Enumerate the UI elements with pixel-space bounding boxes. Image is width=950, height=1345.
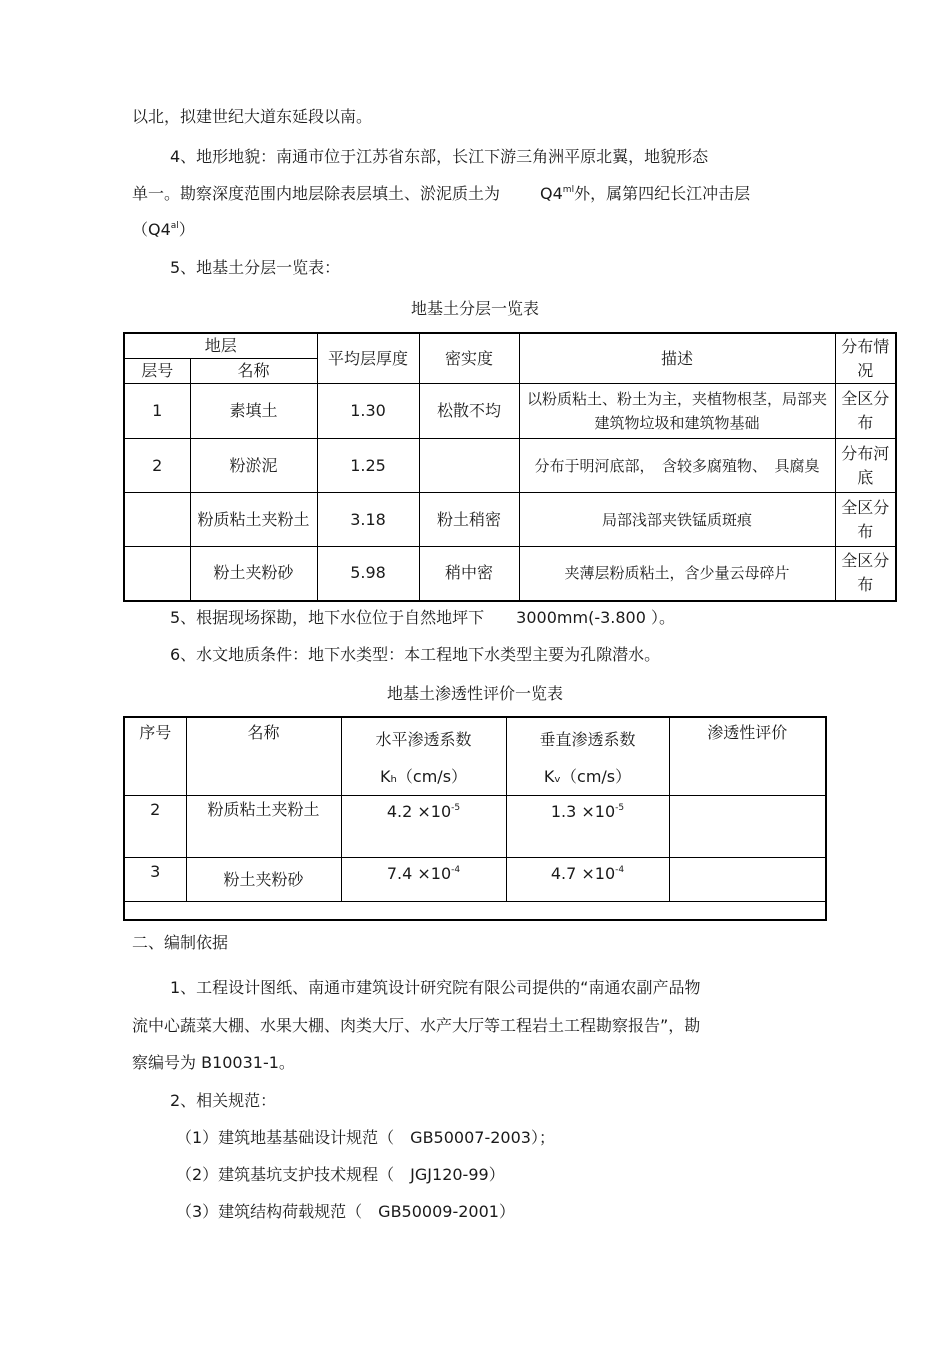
layer-distribution: 全区分布 bbox=[835, 384, 896, 439]
table-row bbox=[124, 493, 896, 547]
paragraph-terrain-1: 4、地形地貌：南通市位于江苏省东部，长江下游三角洲平原北翼，地貌形态 bbox=[170, 147, 709, 166]
layer-distribution: 全区分布 bbox=[835, 547, 896, 601]
table1-title: 地基土分层一览表 bbox=[410, 299, 539, 318]
kv-exponent: -4 bbox=[615, 865, 625, 875]
kh-exponent: -4 bbox=[451, 865, 461, 875]
header-kh bbox=[341, 717, 506, 796]
layer-density: 粉土稍密 bbox=[419, 493, 519, 547]
strata-code-2-sup: al bbox=[170, 221, 179, 231]
table-row bbox=[124, 384, 896, 439]
paragraph-terrain-2 bbox=[132, 184, 750, 204]
layer-density: 松散不均 bbox=[419, 384, 519, 439]
layer-description: 夹薄层粉质粘土，含少量云母碎片 bbox=[519, 547, 835, 601]
header-distribution: 分布情况 bbox=[835, 333, 896, 384]
standard-item-3: （3）建筑结构荷载规范（ GB50009-2001） bbox=[176, 1202, 515, 1221]
row-seq: 2 bbox=[124, 796, 186, 858]
row-evaluation bbox=[669, 858, 826, 902]
standard-item-2: （2）建筑基坑支护技术规程（ JGJ120-99） bbox=[176, 1165, 505, 1184]
table2-title: 地基土渗透性评价一览表 bbox=[386, 684, 563, 703]
layer-description: 以粉质粘土、粉土为主，夹植物根茎，局部夹建筑物垃圾和建筑物基础 bbox=[519, 384, 835, 439]
header-kv bbox=[506, 717, 669, 796]
layer-distribution: 分布河底 bbox=[835, 439, 896, 493]
row-name: 粉土夹粉砂 bbox=[186, 858, 341, 902]
kv-value: 1.3 ×10 bbox=[550, 802, 616, 821]
layer-name: 素填土 bbox=[190, 384, 317, 439]
layer-name: 粉淤泥 bbox=[190, 439, 317, 493]
bracket-close: ） bbox=[178, 220, 195, 239]
layer-number bbox=[124, 547, 190, 601]
header-seq: 序号 bbox=[124, 717, 186, 796]
table-row-empty bbox=[124, 902, 826, 920]
row-kv bbox=[506, 796, 669, 858]
header-evaluation: 渗透性评价 bbox=[669, 717, 826, 796]
paragraph-design-3: 察编号为 B10031-1。 bbox=[132, 1053, 295, 1072]
strata-code-2: （Q4 bbox=[132, 220, 171, 239]
paragraph-table1-intro: 5、地基土分层一览表： bbox=[170, 258, 341, 277]
header-stratum: 地层 bbox=[124, 333, 317, 359]
standard-item-1: （1）建筑地基基础设计规范（ GB50007-2003）； bbox=[176, 1128, 555, 1147]
paragraph-design-2: 流中心蔬菜大棚、水果大棚、肉类大厅、水产大厅等工程岩土工程勘察报告”，勘 bbox=[132, 1016, 701, 1035]
layer-density: 稍中密 bbox=[419, 547, 519, 601]
layer-density bbox=[419, 439, 519, 493]
header-kh-label: 水平渗透系数 bbox=[375, 730, 472, 749]
header-thickness: 平均层厚度 bbox=[317, 333, 419, 384]
paragraph-design-1: 1、工程设计图纸、南通市建筑设计研究院有限公司提供的“南通农副产品物 bbox=[170, 978, 701, 997]
row-seq: 3 bbox=[124, 858, 186, 902]
layer-description: 分布于明河底部， 含较多腐殖物、 具腐臭 bbox=[519, 439, 835, 493]
kh-exponent: -5 bbox=[451, 803, 461, 813]
stratum-table bbox=[123, 332, 897, 602]
header-kv-unit: Kᵥ（cm/s） bbox=[543, 767, 632, 786]
terrain-text: 单一。勘察深度范围内地层除表层填土、淤泥质土为 bbox=[132, 184, 501, 203]
table-row bbox=[124, 547, 896, 601]
layer-number: 2 bbox=[124, 439, 190, 493]
header-layer-number: 层号 bbox=[124, 359, 190, 384]
strata-code-sup: ml bbox=[562, 185, 575, 195]
header-layer-name: 名称 bbox=[190, 359, 317, 384]
layer-number: 1 bbox=[124, 384, 190, 439]
row-evaluation bbox=[669, 796, 826, 858]
paragraph-hydrology: 6、水文地质条件：地下水类型：本工程地下水类型主要为孔隙潜水。 bbox=[170, 645, 661, 664]
header-kv-label: 垂直渗透系数 bbox=[539, 730, 636, 749]
row-kh bbox=[341, 796, 506, 858]
layer-distribution: 全区分布 bbox=[835, 493, 896, 547]
kh-value: 7.4 ×10 bbox=[386, 864, 452, 883]
paragraph-water-level: 5、根据现场探勘，地下水位位于自然地坪下 3000mm(-3.800 ）。 bbox=[170, 608, 675, 627]
table-row bbox=[124, 796, 826, 858]
table-row bbox=[124, 858, 826, 902]
layer-description: 局部浅部夹铁锰质斑痕 bbox=[519, 493, 835, 547]
layer-name: 粉质粘土夹粉土 bbox=[190, 493, 317, 547]
kv-value: 4.7 ×10 bbox=[550, 864, 616, 883]
kv-exponent: -5 bbox=[615, 803, 625, 813]
empty-row-cell bbox=[124, 902, 826, 920]
table-row bbox=[124, 439, 896, 493]
header-description: 描述 bbox=[519, 333, 835, 384]
layer-thickness: 1.25 bbox=[317, 439, 419, 493]
strata-code: Q4 bbox=[540, 184, 563, 203]
row-kv bbox=[506, 858, 669, 902]
layer-name: 粉土夹粉砂 bbox=[190, 547, 317, 601]
row-kh bbox=[341, 858, 506, 902]
layer-thickness: 5.98 bbox=[317, 547, 419, 601]
layer-number bbox=[124, 493, 190, 547]
kh-value: 4.2 ×10 bbox=[386, 802, 452, 821]
paragraph-location: 以北，拟建世纪大道东延段以南。 bbox=[132, 107, 373, 126]
terrain-text-end: 外，属第四纪长江冲击层 bbox=[574, 184, 751, 203]
paragraph-standards: 2、相关规范： bbox=[170, 1091, 277, 1110]
section-heading-basis: 二、编制依据 bbox=[132, 933, 229, 952]
permeability-table bbox=[123, 716, 827, 921]
header-name: 名称 bbox=[186, 717, 341, 796]
row-name: 粉质粘土夹粉土 bbox=[186, 796, 341, 858]
header-kh-unit: Kₕ（cm/s） bbox=[379, 767, 468, 786]
header-density: 密实度 bbox=[419, 333, 519, 384]
layer-thickness: 1.30 bbox=[317, 384, 419, 439]
paragraph-terrain-3 bbox=[132, 220, 195, 240]
layer-thickness: 3.18 bbox=[317, 493, 419, 547]
